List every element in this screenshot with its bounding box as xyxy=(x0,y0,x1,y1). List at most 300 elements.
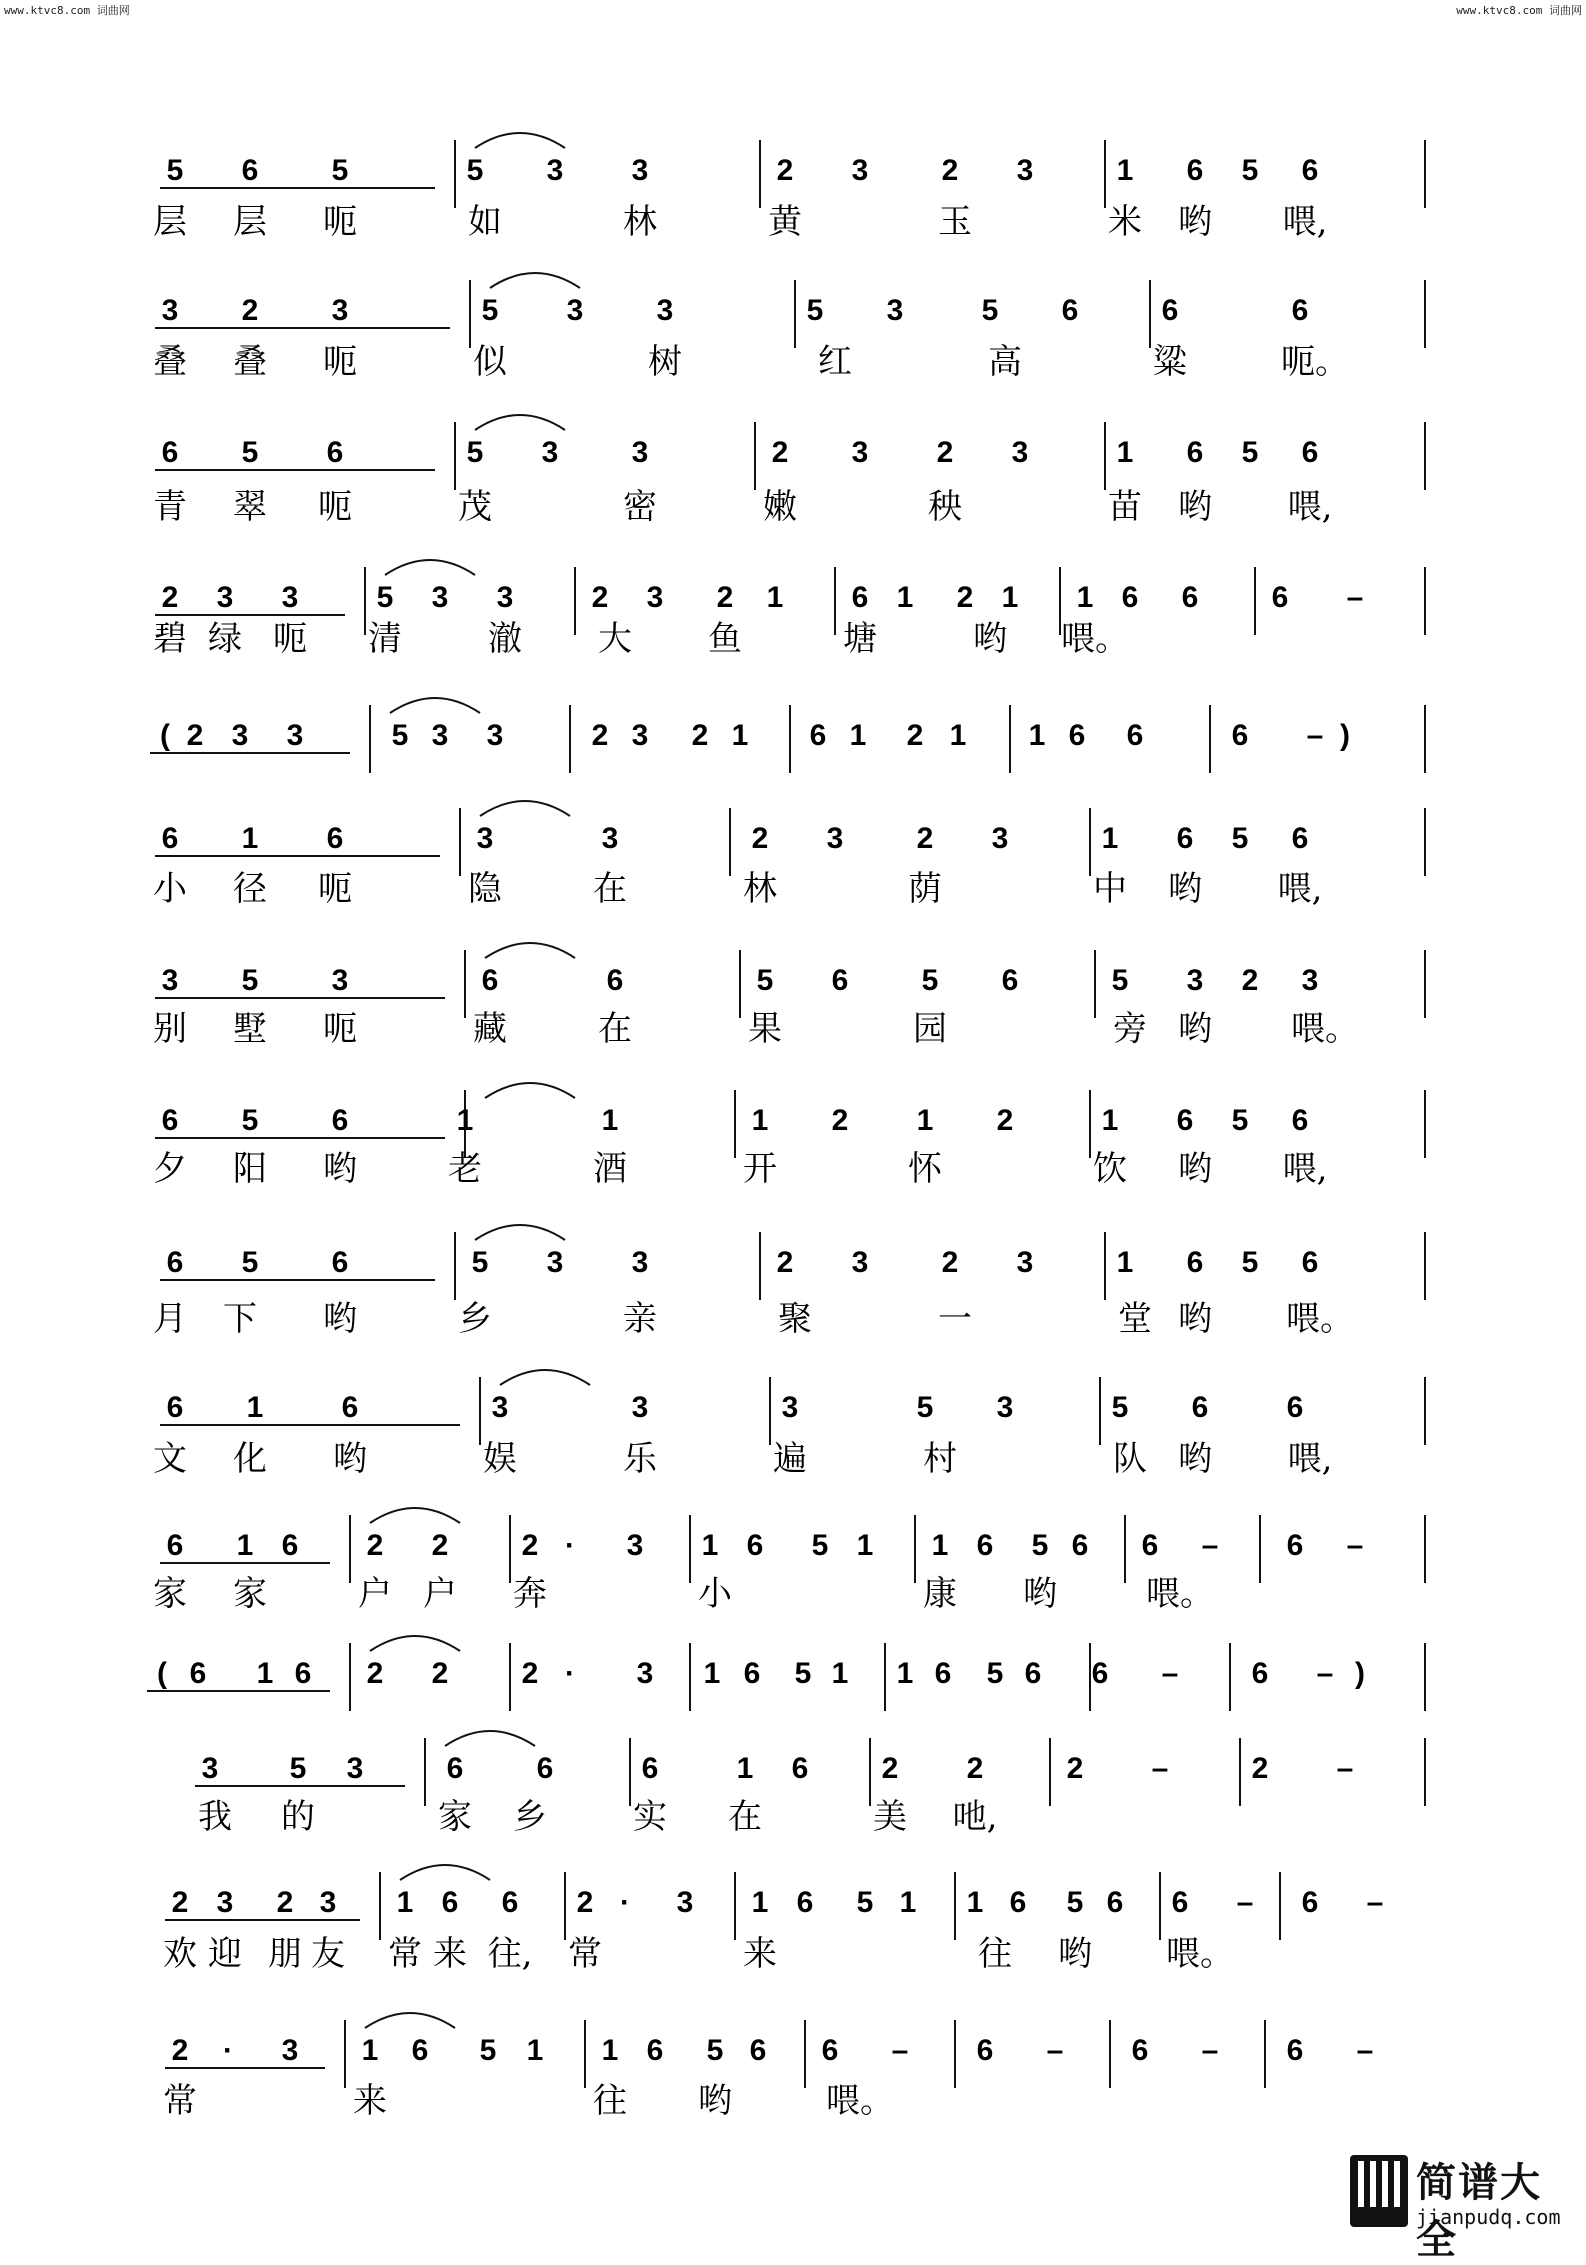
jianpu-note: 6 xyxy=(1001,964,1019,997)
lyric-char: 家 xyxy=(438,1797,472,1837)
lyric-char: 叠 xyxy=(233,342,267,382)
jianpu-note: 1 xyxy=(703,1657,721,1690)
lyric-char: 欢 xyxy=(163,1934,197,1974)
jianpu-note: 2 xyxy=(186,719,204,752)
jianpu-note: 6 xyxy=(851,581,869,614)
lyric-char: 饮 xyxy=(1093,1149,1127,1189)
slur-arc xyxy=(390,698,480,713)
jianpu-note: 6 xyxy=(746,1529,764,1562)
jianpu-note: – xyxy=(1366,1886,1384,1919)
jianpu-note: 6 xyxy=(1091,1657,1109,1690)
lyric-char: 玉 xyxy=(938,202,972,242)
lyric-char: 夕 xyxy=(153,1149,187,1189)
jianpu-note: 1 xyxy=(831,1657,849,1690)
jianpu-note: – xyxy=(1356,2034,1374,2067)
lyric-char: 叠 xyxy=(153,342,187,382)
slur-arc xyxy=(485,943,575,958)
slur-arc xyxy=(370,1508,460,1523)
score-system xyxy=(150,698,1425,773)
lyric-char: 娱 xyxy=(483,1439,517,1479)
jianpu-note: 3 xyxy=(216,581,234,614)
jianpu-note: 1 xyxy=(396,1886,414,1919)
jianpu-note: 2 xyxy=(431,1529,449,1562)
jianpu-note: 5 xyxy=(794,1657,812,1690)
jianpu-note: · xyxy=(565,1657,575,1690)
jianpu-note: 6 xyxy=(1181,581,1199,614)
jianpu-note: 2 xyxy=(956,581,974,614)
lyric-char: 一 xyxy=(938,1299,972,1339)
jianpu-note: 6 xyxy=(281,1529,299,1562)
jianpu-note: 3 xyxy=(656,294,674,327)
jianpu-note: 1 xyxy=(1116,154,1134,187)
lyric-char: 喂。 xyxy=(826,2081,894,2121)
jianpu-note: 1 xyxy=(601,1104,619,1137)
jianpu-note: 3 xyxy=(631,1391,649,1424)
jianpu-note: 1 xyxy=(1001,581,1019,614)
lyric-char: 户 xyxy=(423,1574,457,1614)
lyric-char: 藏 xyxy=(473,1009,507,1049)
lyric-char: 林 xyxy=(743,869,777,909)
jianpu-note: 3 xyxy=(486,719,504,752)
jianpu-note: 1 xyxy=(949,719,967,752)
jianpu-note: 6 xyxy=(1176,1104,1194,1137)
jianpu-note: – xyxy=(1306,719,1324,752)
jianpu-note: 6 xyxy=(976,1529,994,1562)
jianpu-note: ) xyxy=(1340,719,1350,752)
lyric-char: 树 xyxy=(648,342,682,382)
jianpu-note: 6 xyxy=(1291,294,1309,327)
lyric-char: 塘 xyxy=(843,619,877,659)
jianpu-note: 6 xyxy=(161,436,179,469)
jianpu-note: 3 xyxy=(496,581,514,614)
jianpu-note: – xyxy=(1201,1529,1219,1562)
lyric-char: 文 xyxy=(153,1439,187,1479)
jianpu-note: 6 xyxy=(1301,436,1319,469)
jianpu-note: 1 xyxy=(916,1104,934,1137)
jianpu-note: 3 xyxy=(631,436,649,469)
jianpu-note: 3 xyxy=(281,2034,299,2067)
jianpu-note: 3 xyxy=(631,1246,649,1279)
lyric-char: 聚 xyxy=(778,1299,812,1339)
lyric-char: 吔, xyxy=(952,1797,998,1837)
lyric-char: 我 xyxy=(198,1797,232,1837)
lyric-char: 乡 xyxy=(513,1797,547,1837)
jianpu-note: 2 xyxy=(276,1886,294,1919)
jianpu-note: 1 xyxy=(1101,822,1119,855)
jianpu-note: 3 xyxy=(1016,154,1034,187)
jianpu-note: 5 xyxy=(376,581,394,614)
lyric-char: 老 xyxy=(448,1149,482,1189)
slur-arc xyxy=(365,2013,455,2028)
jianpu-note: – xyxy=(1346,1529,1364,1562)
lyric-char: 喂。 xyxy=(1286,1299,1354,1339)
slur-arc xyxy=(475,1225,565,1240)
jianpu-note: 6 xyxy=(646,2034,664,2067)
lyric-char: 哟 xyxy=(1168,869,1202,909)
jianpu-note: 3 xyxy=(331,964,349,997)
slur-arc xyxy=(500,1370,590,1385)
jianpu-note: 1 xyxy=(751,1886,769,1919)
jianpu-note: – xyxy=(1201,2034,1219,2067)
jianpu-note: 3 xyxy=(231,719,249,752)
lyric-char: 哟 xyxy=(973,619,1007,659)
jianpu-note: 1 xyxy=(456,1104,474,1137)
jianpu-note: 5 xyxy=(391,719,409,752)
lyric-char: 果 xyxy=(748,1009,782,1049)
jianpu-note: 3 xyxy=(851,154,869,187)
jianpu-note: 3 xyxy=(546,1246,564,1279)
jianpu-note: 6 xyxy=(1231,719,1249,752)
lyric-char: 林 xyxy=(623,202,657,242)
jianpu-note: 1 xyxy=(896,581,914,614)
jianpu-note: 6 xyxy=(831,964,849,997)
lyric-char: 哟 xyxy=(323,1149,357,1189)
lyric-char: 月 xyxy=(153,1299,187,1339)
jianpu-note: 6 xyxy=(934,1657,952,1690)
slur-arc xyxy=(370,1636,460,1651)
jianpu-note: 3 xyxy=(541,436,559,469)
jianpu-note: 3 xyxy=(331,294,349,327)
lyric-char: 呃 xyxy=(273,619,307,659)
jianpu-note: 6 xyxy=(1286,1391,1304,1424)
jianpu-note: 2 xyxy=(776,1246,794,1279)
score-system xyxy=(153,560,1425,659)
lyric-char: 高 xyxy=(988,342,1022,382)
jianpu-note: 6 xyxy=(441,1886,459,1919)
lyric-char: 清 xyxy=(368,619,402,659)
lyric-char: 如 xyxy=(468,202,502,242)
jianpu-note: 6 xyxy=(331,1104,349,1137)
jianpu-note: 3 xyxy=(1016,1246,1034,1279)
jianpu-note: 6 xyxy=(1106,1886,1124,1919)
lyric-char: 乡 xyxy=(458,1299,492,1339)
score-system xyxy=(153,415,1425,527)
lyric-char: 哟 xyxy=(1178,1149,1212,1189)
jianpu-note: 2 xyxy=(241,294,259,327)
lyric-char: 中 xyxy=(1093,869,1127,909)
jianpu-note: 6 xyxy=(1301,1246,1319,1279)
lyric-char: 澈 xyxy=(488,619,522,659)
jianpu-note: 3 xyxy=(201,1752,219,1785)
jianpu-note: 2 xyxy=(161,581,179,614)
lyric-char: 红 xyxy=(818,342,852,382)
jianpu-note: 3 xyxy=(476,822,494,855)
lyric-char: 别 xyxy=(153,1009,187,1049)
slur-arc xyxy=(480,801,570,816)
jianpu-note: 6 xyxy=(1186,1246,1204,1279)
lyric-char: 呃 xyxy=(318,487,352,527)
jianpu-note: 3 xyxy=(636,1657,654,1690)
lyric-char: 往 xyxy=(978,1934,1012,1974)
lyric-char: 遍 xyxy=(773,1439,807,1479)
jianpu-note: 2 xyxy=(591,581,609,614)
jianpu-note: 2 xyxy=(906,719,924,752)
lyric-char: 粱 xyxy=(1153,342,1187,382)
jianpu-note: 1 xyxy=(601,2034,619,2067)
lyric-char: 家 xyxy=(233,1574,267,1614)
jianpu-note: 5 xyxy=(981,294,999,327)
lyric-char: 喂, xyxy=(1282,1149,1328,1189)
jianpu-note: 5 xyxy=(241,1104,259,1137)
jianpu-note: 2 xyxy=(366,1529,384,1562)
jianpu-note: 6 xyxy=(166,1529,184,1562)
lyric-char: 嫩 xyxy=(763,487,797,527)
jianpu-note: 6 xyxy=(1131,2034,1149,2067)
jianpu-note: 6 xyxy=(481,964,499,997)
jianpu-note: 5 xyxy=(1241,1246,1259,1279)
score-system xyxy=(163,1865,1383,1974)
lyric-char: 鱼 xyxy=(708,619,742,659)
jianpu-note: 6 xyxy=(743,1657,761,1690)
slur-arc xyxy=(475,415,565,430)
lyric-char: 哟 xyxy=(1178,1009,1212,1049)
jianpu-note: 3 xyxy=(161,964,179,997)
score-system xyxy=(153,1083,1425,1189)
jianpu-note: 3 xyxy=(346,1752,364,1785)
jianpu-note: 5 xyxy=(1231,1104,1249,1137)
jianpu-note: 6 xyxy=(294,1657,312,1690)
jianpu-note: 3 xyxy=(626,1529,644,1562)
jianpu-note: 3 xyxy=(546,154,564,187)
slur-arc xyxy=(445,1731,535,1746)
score-system xyxy=(153,1508,1425,1614)
jianpu-note: 1 xyxy=(246,1391,264,1424)
lyric-char: 喂, xyxy=(1287,1439,1333,1479)
lyric-char: 小 xyxy=(698,1574,732,1614)
jianpu-note: 2 xyxy=(831,1104,849,1137)
brand-url: jianpudq.com xyxy=(1416,2205,1561,2229)
lyric-char: 墅 xyxy=(233,1009,267,1049)
jianpu-note: 6 xyxy=(166,1246,184,1279)
jianpu-note: 3 xyxy=(319,1886,337,1919)
lyric-char: 在 xyxy=(593,869,627,909)
jianpu-note: 5 xyxy=(856,1886,874,1919)
lyric-char: 秧 xyxy=(928,487,962,527)
score-system xyxy=(153,1225,1425,1339)
jianpu-note: 5 xyxy=(466,436,484,469)
jianpu-note: 1 xyxy=(856,1529,874,1562)
brand-title: 简谱大全 xyxy=(1416,2160,1542,2263)
jianpu-note: 1 xyxy=(241,822,259,855)
lyric-char: 米 xyxy=(1108,202,1142,242)
jianpu-note: 5 xyxy=(466,154,484,187)
jianpu-note: 6 xyxy=(796,1886,814,1919)
lyric-char: 似 xyxy=(473,342,507,382)
lyric-char: 怀 xyxy=(908,1149,942,1189)
lyric-char: 来 xyxy=(433,1934,467,1974)
jianpu-note: · xyxy=(223,2034,233,2067)
lyric-char: 堂 xyxy=(1118,1299,1152,1339)
lyric-char: 旁 xyxy=(1113,1009,1147,1049)
jianpu-note: 6 xyxy=(1126,719,1144,752)
jianpu-note: – xyxy=(1336,1752,1354,1785)
jianpu-note: 5 xyxy=(1031,1529,1049,1562)
brand-logo xyxy=(1350,2151,1580,2263)
jianpu-note: 6 xyxy=(1121,581,1139,614)
jianpu-note: 6 xyxy=(1024,1657,1042,1690)
jianpu-note: 6 xyxy=(411,2034,429,2067)
jianpu-note: 3 xyxy=(646,581,664,614)
jianpu-note: 6 xyxy=(1291,1104,1309,1137)
jianpu-note: 6 xyxy=(161,822,179,855)
jianpu-note: – xyxy=(891,2034,909,2067)
jianpu-note: 6 xyxy=(341,1391,359,1424)
jianpu-note: 5 xyxy=(1111,964,1129,997)
jianpu-note: 3 xyxy=(631,154,649,187)
jianpu-note: 5 xyxy=(811,1529,829,1562)
slur-arc xyxy=(490,273,580,288)
jianpu-note: 5 xyxy=(1111,1391,1129,1424)
jianpu-note: 3 xyxy=(431,581,449,614)
jianpu-note: 1 xyxy=(849,719,867,752)
jianpu-note: 6 xyxy=(446,1752,464,1785)
jianpu-note: 6 xyxy=(976,2034,994,2067)
jianpu-note: 5 xyxy=(1241,154,1259,187)
jianpu-note: 6 xyxy=(1301,1886,1319,1919)
jianpu-note: 1 xyxy=(236,1529,254,1562)
jianpu-note: 3 xyxy=(491,1391,509,1424)
jianpu-note: 6 xyxy=(1141,1529,1159,1562)
lyric-char: 荫 xyxy=(908,869,942,909)
jianpu-note: 6 xyxy=(1176,822,1194,855)
lyric-char: 大 xyxy=(598,619,632,659)
jianpu-note: – xyxy=(1236,1886,1254,1919)
jianpu-note: 5 xyxy=(921,964,939,997)
jianpu-note: 6 xyxy=(536,1752,554,1785)
jianpu-note: 2 xyxy=(941,1246,959,1279)
jianpu-note: 1 xyxy=(966,1886,984,1919)
lyric-char: 哟 xyxy=(323,1299,357,1339)
lyric-char: 来 xyxy=(353,2081,387,2121)
jianpu-note: 6 xyxy=(1271,581,1289,614)
score-system xyxy=(147,1636,1425,1711)
jianpu-note: 2 xyxy=(751,822,769,855)
lyric-char: 哟 xyxy=(1178,202,1212,242)
lyric-char: 呃 xyxy=(318,869,352,909)
jianpu-note: 6 xyxy=(326,822,344,855)
lyric-char: 密 xyxy=(623,487,657,527)
jianpu-note: 3 xyxy=(631,719,649,752)
jianpu-note: 6 xyxy=(1171,1886,1189,1919)
jianpu-note: – xyxy=(1346,581,1364,614)
jianpu-note: 3 xyxy=(996,1391,1014,1424)
jianpu-note: 3 xyxy=(781,1391,799,1424)
jianpu-note: 3 xyxy=(286,719,304,752)
jianpu-note: 3 xyxy=(1301,964,1319,997)
jianpu-note: 1 xyxy=(736,1752,754,1785)
lyric-char: 青 xyxy=(153,487,187,527)
jianpu-note: ( xyxy=(157,1657,167,1690)
jianpu-note: 6 xyxy=(641,1752,659,1785)
jianpu-note: 6 xyxy=(1186,154,1204,187)
lyric-char: 往 xyxy=(593,2081,627,2121)
lyric-char: 实 xyxy=(633,1797,667,1837)
lyric-char: 喂, xyxy=(1287,487,1333,527)
jianpu-note: 5 xyxy=(806,294,824,327)
lyric-char: 喂。 xyxy=(1061,619,1129,659)
jianpu-note: 6 xyxy=(189,1657,207,1690)
jianpu-note: 2 xyxy=(691,719,709,752)
jianpu-note: 3 xyxy=(991,822,1009,855)
lyric-char: 在 xyxy=(598,1009,632,1049)
lyric-char: 哟 xyxy=(1178,1439,1212,1479)
jianpu-note: ) xyxy=(1355,1657,1365,1690)
score-system xyxy=(195,1731,1425,1837)
lyric-char: 哟 xyxy=(1058,1934,1092,1974)
jianpu-note: 6 xyxy=(1061,294,1079,327)
jianpu-note: 1 xyxy=(731,719,749,752)
jianpu-note: 2 xyxy=(936,436,954,469)
lyric-char: 家 xyxy=(153,1574,187,1614)
jianpu-note: 5 xyxy=(706,2034,724,2067)
jianpu-note: 6 xyxy=(821,2034,839,2067)
lyric-char: 喂。 xyxy=(1291,1009,1359,1049)
jianpu-note: 6 xyxy=(161,1104,179,1137)
lyric-char: 哟 xyxy=(1178,487,1212,527)
jianpu-note: – xyxy=(1316,1657,1334,1690)
lyric-char: 喂。 xyxy=(1166,1934,1234,1974)
jianpu-note: 1 xyxy=(256,1657,274,1690)
lyric-char: 苗 xyxy=(1108,487,1142,527)
jianpu-note: 1 xyxy=(751,1104,769,1137)
lyric-char: 呃 xyxy=(323,202,357,242)
lyric-char: 亲 xyxy=(623,1299,657,1339)
jianpu-note: 3 xyxy=(216,1886,234,1919)
score-system xyxy=(153,1370,1425,1479)
jianpu-note: 2 xyxy=(916,822,934,855)
jianpu-note: 1 xyxy=(1028,719,1046,752)
jianpu-note: 2 xyxy=(521,1657,539,1690)
lyric-char: 径 xyxy=(233,869,267,909)
lyric-char: 呃。 xyxy=(1281,342,1349,382)
lyric-char: 乐 xyxy=(623,1439,657,1479)
jianpu-note: 2 xyxy=(881,1752,899,1785)
jianpu-note: 1 xyxy=(1076,581,1094,614)
slur-arc xyxy=(400,1865,490,1880)
jianpu-note: – xyxy=(1151,1752,1169,1785)
jianpu-note: 2 xyxy=(366,1657,384,1690)
lyric-char: 层 xyxy=(153,202,187,242)
jianpu-note: 6 xyxy=(166,1391,184,1424)
jianpu-note: 6 xyxy=(241,154,259,187)
jianpu-note: 6 xyxy=(326,436,344,469)
jianpu-note: 6 xyxy=(501,1886,519,1919)
jianpu-note: 5 xyxy=(1241,436,1259,469)
jianpu-note: 6 xyxy=(1286,2034,1304,2067)
jianpu-note: 6 xyxy=(1161,294,1179,327)
jianpu-note: 1 xyxy=(1116,1246,1134,1279)
jianpu-note: – xyxy=(1046,2034,1064,2067)
jianpu-note: 1 xyxy=(931,1529,949,1562)
jianpu-note: 3 xyxy=(1011,436,1029,469)
jianpu-note: 2 xyxy=(771,436,789,469)
jianpu-note: 6 xyxy=(331,1246,349,1279)
jianpu-note: 1 xyxy=(1101,1104,1119,1137)
jianpu-note: 5 xyxy=(479,2034,497,2067)
watermark-left: www.ktvc8.com 词曲网 xyxy=(4,4,130,17)
score-system xyxy=(153,133,1425,242)
jianpu-note: 1 xyxy=(1116,436,1134,469)
lyric-char: 常 xyxy=(388,1934,422,1974)
lyric-char: 友 xyxy=(311,1934,345,1974)
lyric-char: 常 xyxy=(163,2081,197,2121)
jianpu-note: 5 xyxy=(481,294,499,327)
jianpu-note: 2 xyxy=(171,1886,189,1919)
lyric-char: 迎 xyxy=(208,1934,242,1974)
lyric-char: 哟 xyxy=(698,2081,732,2121)
jianpu-note: 3 xyxy=(886,294,904,327)
jianpu-note: 1 xyxy=(526,2034,544,2067)
